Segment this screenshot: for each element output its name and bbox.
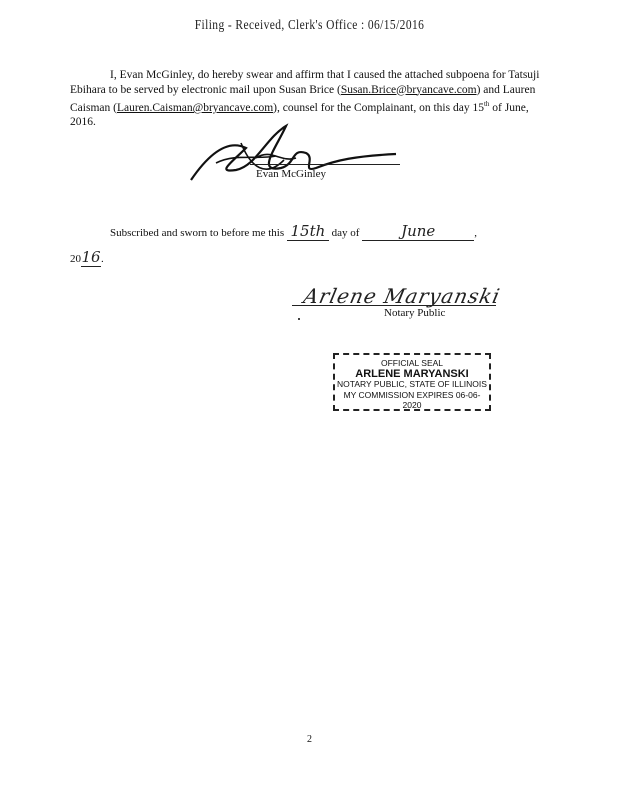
notary-label: Notary Public [384, 307, 446, 319]
sworn-prefix: Subscribed and sworn to before me this [110, 227, 285, 239]
date-superscript: th [483, 100, 490, 108]
notary-signature: Arlene Maryanski [301, 284, 503, 308]
year-field [81, 248, 101, 267]
paragraph-part-3: ), counsel for the Complainant, on this day 15 [273, 101, 484, 114]
seal-state: NOTARY PUBLIC, STATE OF ILLINOIS [337, 379, 487, 389]
filing-header: Filing - Received, Clerk's Office : 06/15/2016 [194, 18, 425, 33]
paragraph-part-4: of June, 2016. [70, 101, 529, 129]
year-handwritten: 16 [81, 248, 101, 266]
year-line [70, 248, 104, 267]
year-suffix: . [101, 253, 104, 265]
email-link-brice[interactable]: Susan.Brice@bryancave.com [340, 83, 477, 96]
sworn-middle: day of [331, 227, 360, 239]
signature-line-affiant [250, 164, 400, 165]
year-prefix: 20 [70, 253, 81, 265]
sworn-suffix: , [474, 227, 477, 239]
day-handwritten: 15th [290, 222, 326, 240]
day-field [287, 222, 329, 241]
month-handwritten: June [401, 222, 436, 240]
official-seal-stamp [333, 353, 491, 411]
seal-expiry: MY COMMISSION EXPIRES 06-06-2020 [343, 389, 481, 410]
signature-line-notary [292, 305, 496, 306]
affiant-name: Evan McGinley [256, 168, 326, 180]
page-number: 2 [307, 734, 312, 745]
email-link-caisman[interactable]: Lauren.Caisman@bryancave.com [116, 101, 274, 114]
seal-title: OFFICIAL SEAL [380, 358, 444, 368]
seal-notary-name: ARLENE MARYANSKI [355, 367, 469, 380]
paragraph-part-1: I, Evan McGinley, do hereby swear and affirm that I caused the attached subpoena for Tatsuji Ebihara to be served by electronic mail upon Susan Brice ( [70, 69, 540, 96]
month-field [362, 222, 474, 241]
stray-mark [298, 318, 300, 320]
sworn-statement [110, 222, 477, 241]
paragraph-part-2: ) and Lauren Caisman ( [70, 83, 536, 114]
